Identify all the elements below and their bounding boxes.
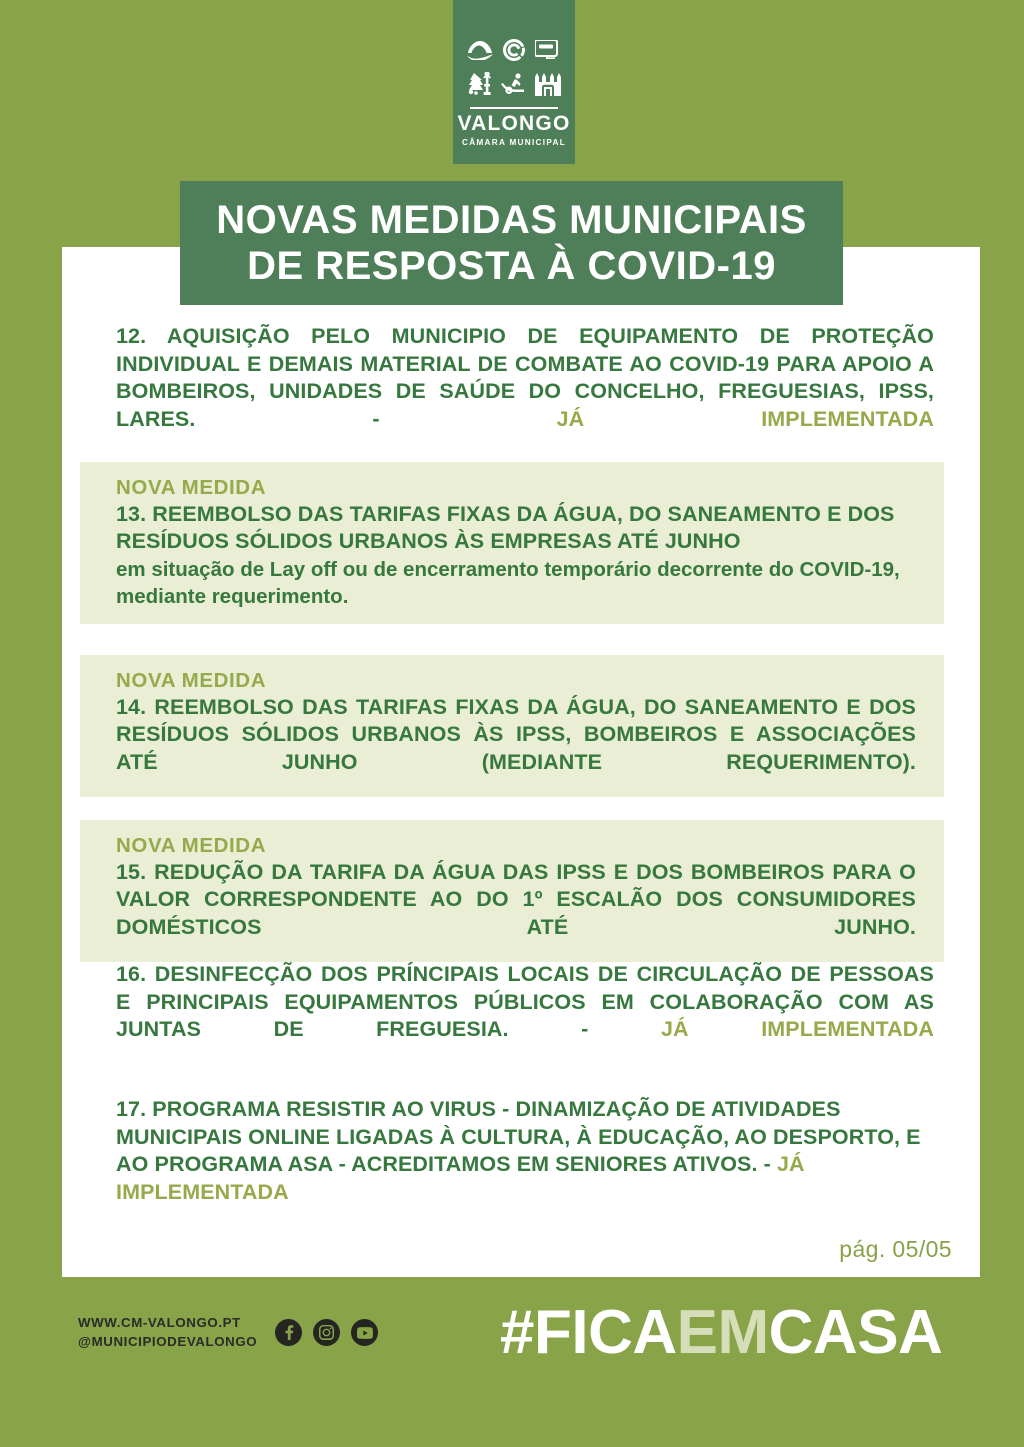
logo-icon-grid: [465, 34, 563, 100]
valongo-logo: [453, 0, 575, 164]
hashtag-part-1: #FICA: [500, 1298, 677, 1367]
computer-monitor-icon: [533, 34, 563, 66]
social-links: [275, 1319, 378, 1346]
ammonite-fossil-icon: [499, 34, 529, 66]
hashtag-ficaemcasa: [500, 1298, 943, 1367]
page-title-line-1: NOVAS MEDIDAS MUNICIPAIS: [216, 197, 807, 242]
measure-17-text: 17. PROGRAMA RESISTIR AO VIRUS - DINAMIZAÇÃO DE ATIVIDADES MUNICIPAIS ONLINE LIGADAS À CULTURA, À EDUCAÇÃO, AO DESPORTO, E AO PROGRAMA ASA - ACREDITAMOS EM SENIORES ATIVOS. - JÁ IMPLEMENTADA: [116, 1097, 921, 1205]
measure-14-body: [80, 669, 944, 805]
footer-handle[interactable]: @MUNICIPIODEVALONGO: [78, 1333, 258, 1349]
measure-16-text: 16. DESINFECÇÃO DOS PRÍNCIPAIS LOCAIS DE CIRCULAÇÃO DE PESSOAS E PRINCIPAIS EQUIPAMENTOS PÚBLICOS EM COLABORAÇÃO COM AS JUNTAS DE FREGUESIA. - JÁ IMPLEMENTADA: [116, 962, 934, 1042]
measure-16-status-badge: JÁ IMPLEMENTADA: [660, 1017, 934, 1042]
measure-13: [80, 462, 944, 624]
mountain-icon: [465, 34, 495, 66]
measure-13-new-badge: NOVA MEDIDA: [116, 476, 267, 499]
forest-statue-icon: [465, 68, 495, 100]
youtube-icon[interactable]: [351, 1319, 378, 1346]
measure-15-body: [80, 834, 944, 970]
content-panel: [62, 247, 980, 1277]
facebook-icon[interactable]: [275, 1319, 302, 1346]
measure-13-text: 13. REEMBOLSO DAS TARIFAS FIXAS DA ÁGUA, DO SANEAMENTO E DOS RESÍDUOS SÓLIDOS URBANOS ÀS EMPRESAS ATÉ JUNHO: [116, 501, 895, 554]
measure-13-body: [80, 476, 944, 610]
measure-15: [80, 820, 944, 962]
page-title-line-2: DE RESPOSTA À COVID-19: [247, 244, 776, 288]
measure-15-new-badge: NOVA MEDIDA: [116, 834, 267, 857]
measure-12-status-badge: JÁ IMPLEMENTADA: [556, 407, 934, 432]
footer-contact: [78, 1314, 378, 1352]
footer-urls: [78, 1314, 257, 1352]
measure-14: [80, 655, 944, 797]
measure-14-new-badge: NOVA MEDIDA: [116, 669, 267, 692]
sled-rider-icon: [499, 68, 529, 100]
measure-16: [80, 961, 962, 1091]
measure-17: [80, 1096, 962, 1228]
measure-12: [80, 323, 962, 453]
measure-12-body: [80, 323, 962, 462]
instagram-icon[interactable]: [313, 1319, 340, 1346]
measure-17-status-badge: JÁ IMPLEMENTADA: [116, 1152, 805, 1205]
logo-subtitle: CÂMARA MUNICIPAL: [461, 138, 567, 147]
measure-15-text: 15. REDUÇÃO DA TARIFA DA ÁGUA DAS IPSS E DOS BOMBEIROS PARA O VALOR CORRESPONDENTE AO DO 1º ESCALÃO DOS CONSUMIDORES DOMÉSTICOS ATÉ JUNHO.: [116, 859, 916, 940]
logo-name: VALONGO: [457, 112, 571, 135]
measure-14-text: 14. REEMBOLSO DAS TARIFAS FIXAS DA ÁGUA, DO SANEAMENTO E DOS RESÍDUOS SÓLIDOS URBANOS ÀS IPSS, BOMBEIROS E ASSOCIAÇÕES ATÉ JUNHO (MEDIANTE REQUERIMENTO).: [116, 694, 916, 775]
footer-website[interactable]: WWW.CM-VALONGO.PT: [78, 1315, 241, 1330]
church-building-icon: [533, 68, 563, 100]
footer: [0, 1290, 1024, 1420]
title-banner: [180, 181, 843, 305]
measure-17-body: [80, 1096, 962, 1207]
page-number: pág. 05/05: [839, 1236, 952, 1262]
logo-divider: [470, 107, 558, 109]
hashtag-part-3: CASA: [768, 1298, 943, 1367]
measure-16-body: [80, 961, 962, 1072]
measure-12-text: 12. AQUISIÇÃO PELO MUNICIPIO DE EQUIPAMENTO DE PROTEÇÃO INDIVIDUAL E DEMAIS MATERIAL DE COMBATE AO COVID-19 PARA APOIO A BOMBEIROS, UNIDADES DE SAÚDE DO CONCELHO, FREGUESIAS, IPSS, LARES. - JÁ IMPLEMENTADA: [116, 324, 934, 432]
hashtag-part-2: EM: [676, 1298, 769, 1367]
measure-13-note: em situação de Lay off ou de encerramento temporário decorrente do COVID-19, mediante requerimento.: [116, 558, 900, 609]
